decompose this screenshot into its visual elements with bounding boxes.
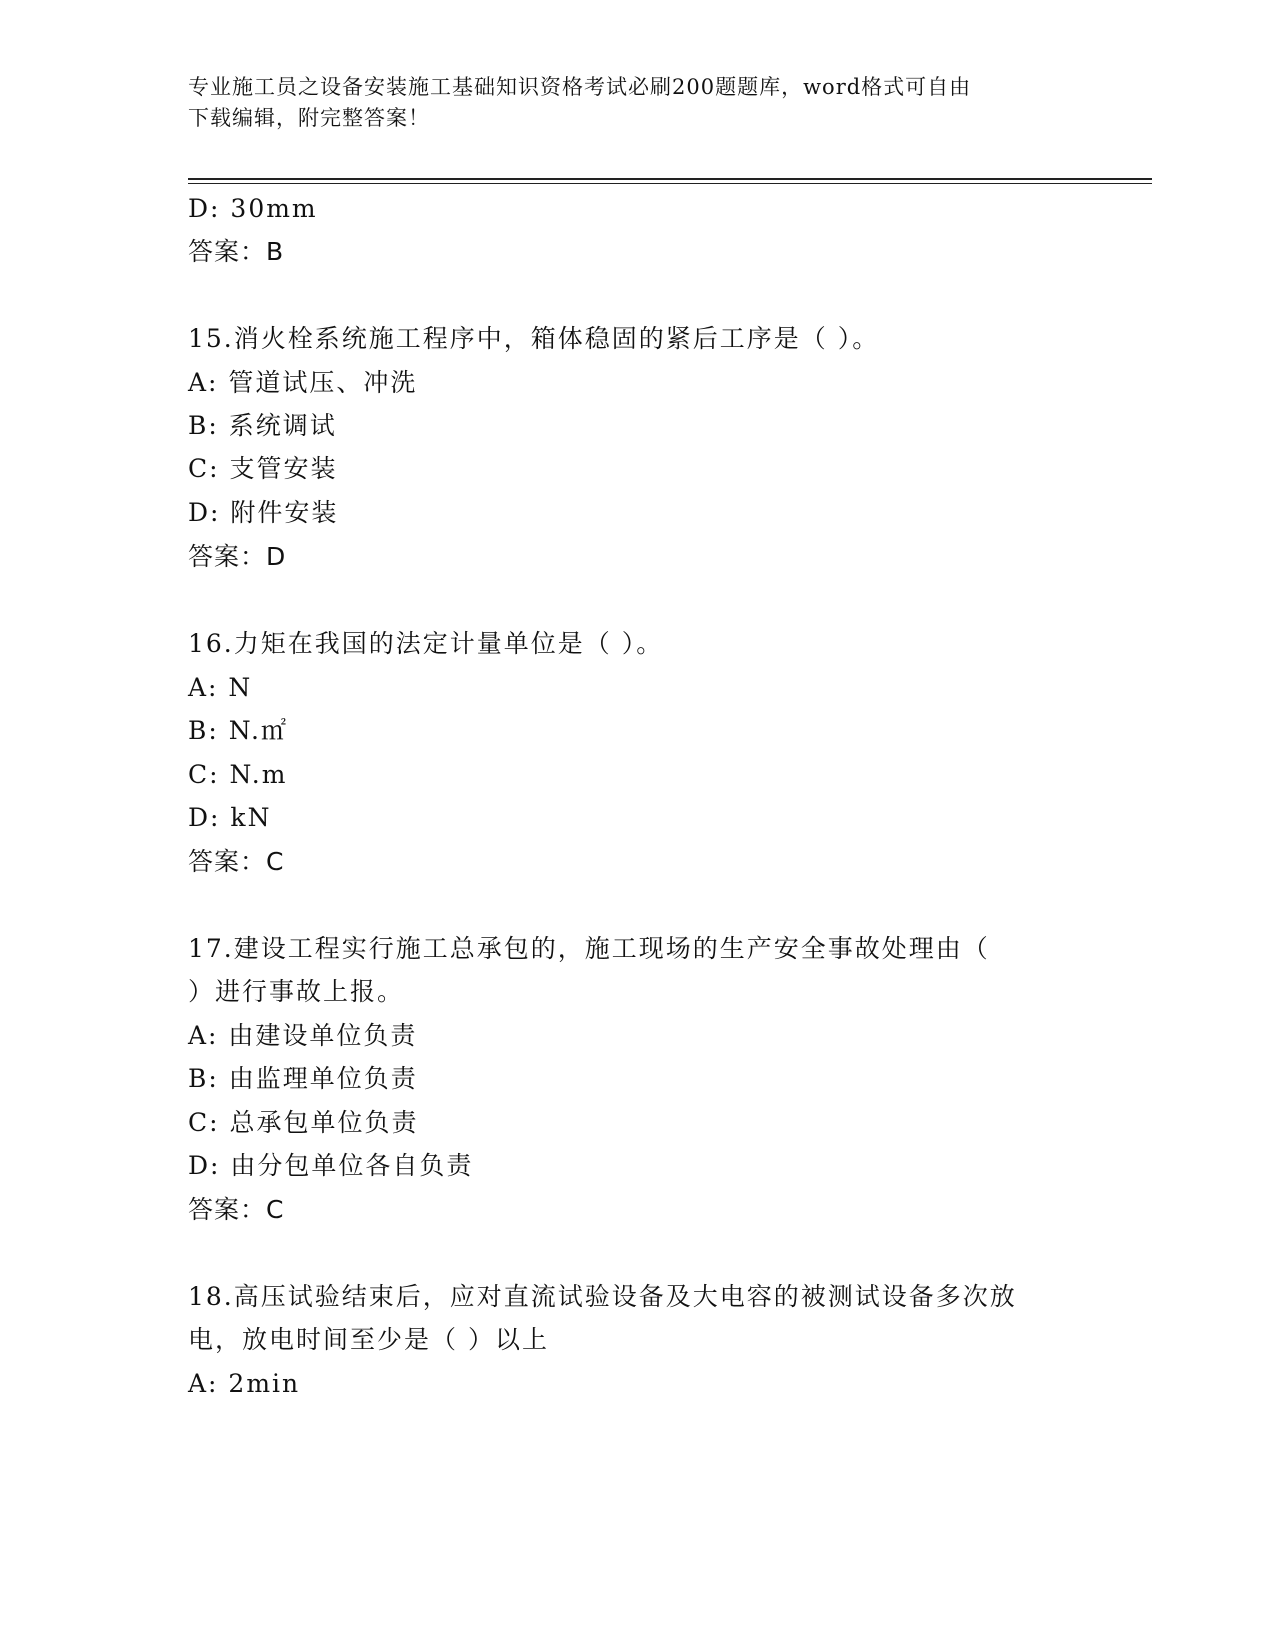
q15-option-a: A: 管道试压、冲洗 — [188, 368, 418, 397]
q15-option-c: C: 支管安装 — [188, 454, 338, 483]
q16-answer: 答案：C — [188, 847, 285, 876]
q16-option-d: D: kN — [188, 803, 272, 832]
q17-question-line1: 17.建设工程实行施工总承包的，施工现场的生产安全事故处理由（ — [188, 934, 990, 963]
q15-question: 15.消火栓系统施工程序中，箱体稳固的紧后工序是（ ）。 — [188, 324, 880, 353]
q16-option-a: A: N — [188, 673, 253, 702]
document-header: 专业施工员之设备安装施工基础知识资格考试必刷200题题库，word格式可自由 下载编辑，附完整答案！ — [188, 75, 972, 130]
q18-option-a: A: 2min — [188, 1369, 301, 1398]
q17-option-d: D: 由分包单位各自负责 — [188, 1151, 474, 1180]
q17-option-b: B: 由监理单位负责 — [188, 1064, 418, 1093]
q14-answer: 答案：B — [188, 237, 285, 266]
q16-option-b: B: N.㎡ — [188, 716, 288, 745]
q16-question: 16.力矩在我国的法定计量单位是（ ）。 — [188, 629, 664, 658]
q17-option-c: C: 总承包单位负责 — [188, 1108, 419, 1137]
q17-answer: 答案：C — [188, 1195, 285, 1224]
q17-question-line2: ）进行事故上报。 — [188, 977, 405, 1006]
header-rule-thick — [188, 178, 1152, 180]
q15-answer: 答案：D — [188, 542, 287, 571]
q15-option-b: B: 系统调试 — [188, 411, 337, 440]
q16-option-c: C: N.m — [188, 760, 288, 789]
q14-option-d: D: 30mm — [188, 194, 318, 223]
q18-question-line2: 电，放电时间至少是（ ）以上 — [188, 1325, 549, 1354]
header-rule-thin — [188, 183, 1152, 184]
q17-option-a: A: 由建设单位负责 — [188, 1021, 418, 1050]
q15-option-d: D: 附件安装 — [188, 498, 339, 527]
q18-question-line1: 18.高压试验结束后，应对直流试验设备及大电容的被测试设备多次放 — [188, 1282, 1017, 1311]
